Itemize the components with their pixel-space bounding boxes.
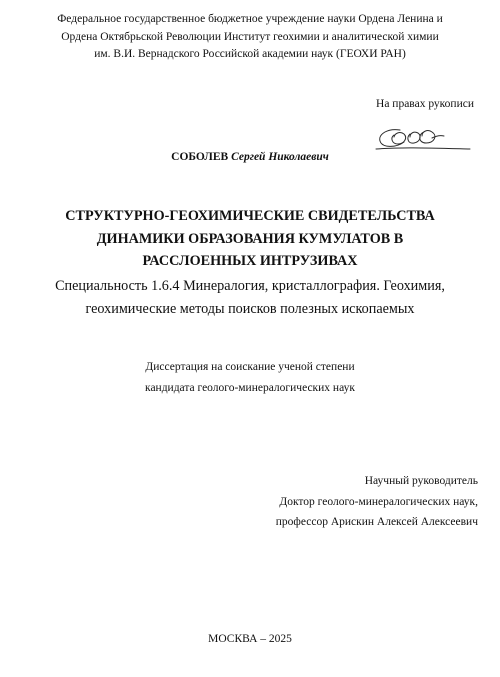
title-line-3: РАССЛОЕННЫХ ИНТРУЗИВАХ <box>142 253 358 269</box>
city-year: МОСКВА – 2025 <box>208 633 292 645</box>
institution-header <box>0 11 500 64</box>
rights-note: На правах рукописи <box>376 98 474 110</box>
author-surname: СОБОЛЕВ <box>171 151 229 163</box>
supervisor-role: Научный руководитель <box>364 475 478 487</box>
specialty-line-2: геохимические методы поисков полезных ископаемых <box>85 300 415 317</box>
supervisor-name: профессор Арискин Алексей Алексеевич <box>275 516 478 528</box>
title-line-1: СТРУКТУРНО-ГЕОХИМИЧЕСКИЕ СВИДЕТЕЛЬСТВА <box>65 208 435 224</box>
author-given-names: Сергей Николаевич <box>231 151 329 163</box>
degree-line-1: Диссертация на соискание ученой степени <box>145 361 355 373</box>
degree-statement <box>0 357 500 398</box>
dissertation-title <box>0 205 500 273</box>
supervisor-degree: Доктор геолого-минералогических наук, <box>279 495 478 508</box>
degree-line-2: кандидата геолого-минералогических наук <box>145 381 355 394</box>
institution-line-1: Федеральное государственное бюджетное учреждение науки Ордена Ленина и <box>57 13 443 25</box>
title-line-2: ДИНАМИКИ ОБРАЗОВАНИЯ КУМУЛАТОВ В <box>96 230 404 247</box>
supervisor-block <box>276 471 478 533</box>
specialty <box>0 275 500 320</box>
institution-line-3: им. В.И. Вернадского Российской академии наук (ГЕОХИ РАН) <box>94 48 406 60</box>
specialty-line-1: Специальность 1.6.4 Минералогия, кристаллография. Геохимия, <box>55 278 445 294</box>
author-name <box>0 150 500 165</box>
institution-line-2: Ордена Октябрьской Революции Институт геохимии и аналитической химии <box>61 30 439 43</box>
